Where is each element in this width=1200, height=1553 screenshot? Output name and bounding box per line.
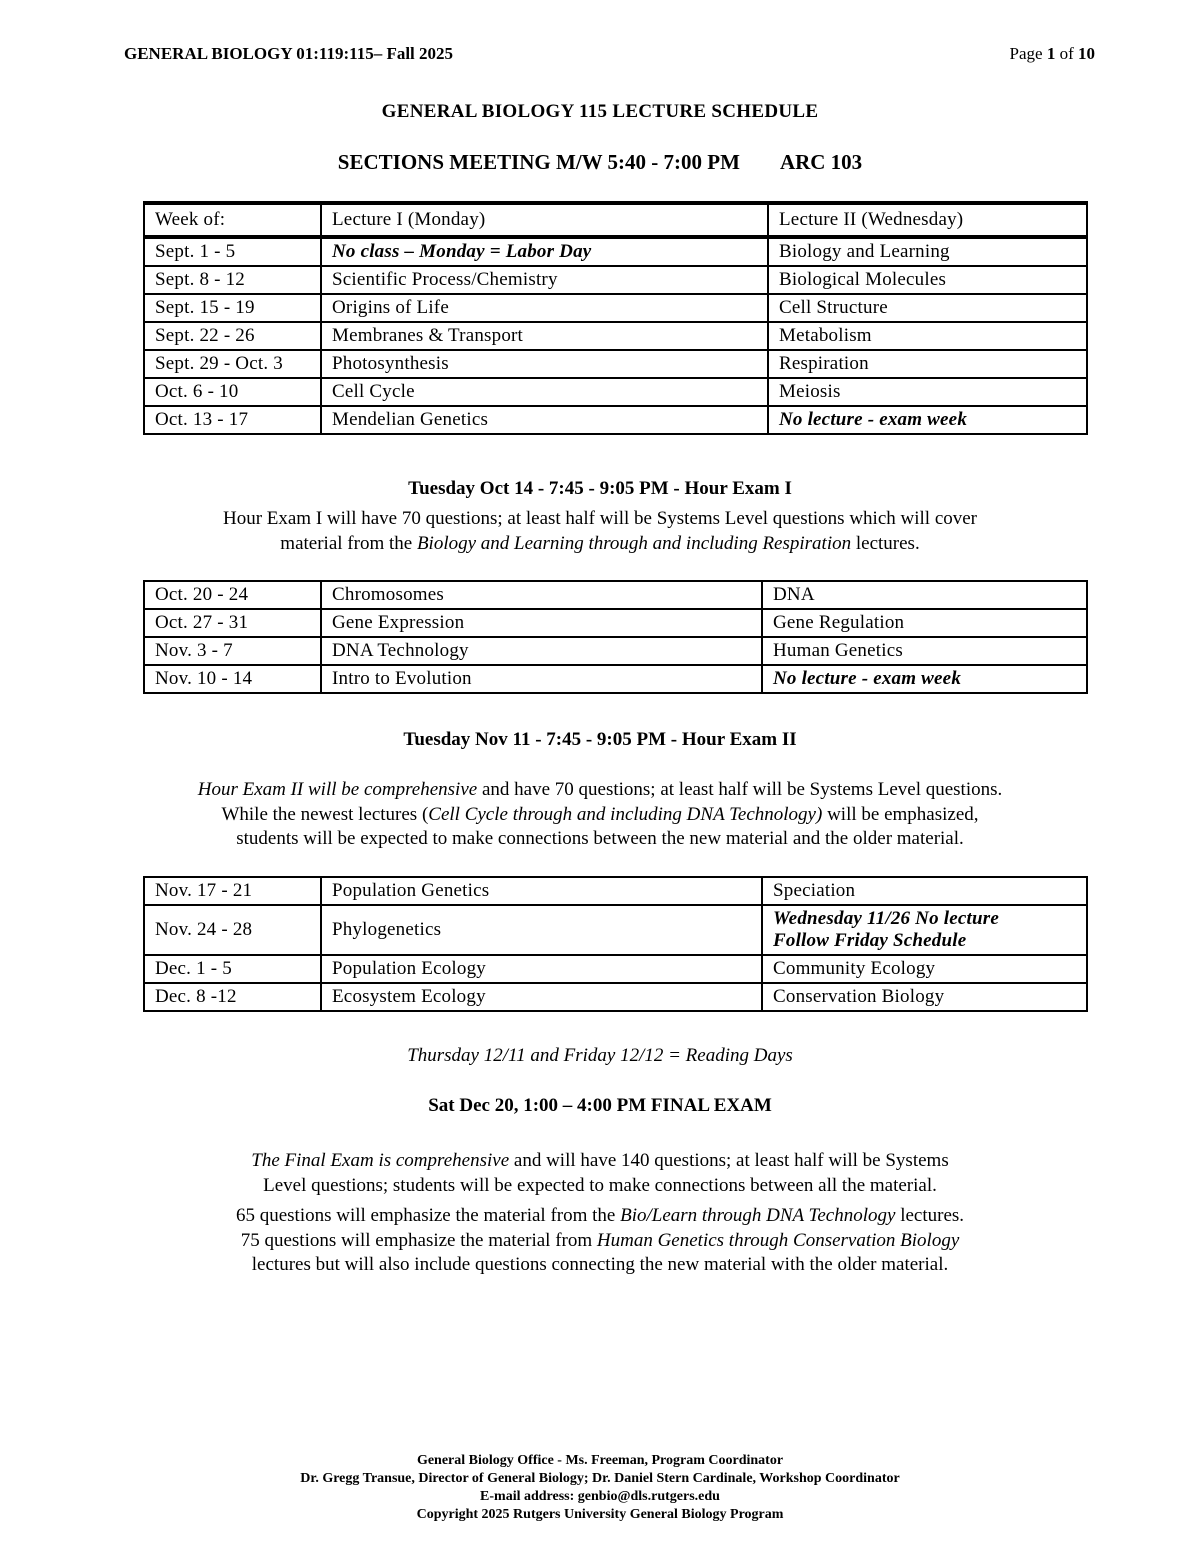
lecture-1-cell: Chromosomes [321,581,762,609]
sections-meeting [0,150,1200,175]
schedule-table-1 [143,201,1088,435]
lecture-2-cell: Conservation Biology [762,983,1087,1011]
lecture-1-cell: Phylogenetics [321,905,762,955]
page-number: 1 [1046,44,1056,63]
lecture-2-cell: Community Ecology [762,955,1087,983]
lecture-2-cell: Respiration [768,350,1087,378]
header-lecture-2: Lecture II (Wednesday) [768,203,1087,237]
footer [0,1452,1200,1524]
text-span: and have 70 questions; at least half will be Systems Level questions. [477,779,1003,800]
table-row [144,266,1087,294]
table-row [144,637,1087,665]
lecture-2-cell: DNA [762,581,1087,609]
exam-2-description [0,778,1200,852]
exam-2-line-3: students will be expected to make connections between the new material and the older material. [236,828,964,849]
lecture-2-cell: Metabolism [768,322,1087,350]
text-span: lectures. [895,1205,965,1226]
text-span: 65 questions will emphasize the material from the [235,1205,621,1226]
lecture-2-cell: Human Genetics [762,637,1087,665]
lecture-1-cell: Population Genetics [321,877,762,905]
meeting-time: SECTIONS MEETING M/W 5:40 - 7:00 PM [337,150,740,174]
footer-copyright: Copyright 2025 Rutgers University General Biology Program [416,1507,784,1522]
italic-span: Hour Exam II will be comprehensive [197,779,478,800]
schedule-table-3 [143,876,1088,1012]
final-line-5: lectures but will also include questions connecting the new material with the older material. [251,1254,949,1275]
lecture-1-cell: Ecosystem Ecology [321,983,762,1011]
footer-directors: Dr. Gregg Transue, Director of General Biology; Dr. Daniel Stern Cardinale, Workshop Coordinator [300,1471,900,1486]
header-lecture-1: Lecture I (Monday) [321,203,768,237]
page-total: 10 [1078,44,1095,63]
table-row [144,237,1087,266]
lecture-1-cell: Gene Expression [321,609,762,637]
table-row [144,378,1087,406]
page-title: GENERAL BIOLOGY 115 LECTURE SCHEDULE [381,101,819,122]
final-line-4 [0,1229,1200,1254]
lecture-2-cell [762,905,1087,955]
exam-2-line-1 [0,778,1200,803]
exam-1-description [0,507,1200,556]
note-line-1: Wednesday 11/26 No lecture [773,908,999,929]
header-week: Week of: [144,203,321,237]
table-row [144,905,1087,955]
lecture-1-cell: Photosynthesis [321,350,768,378]
week-cell: Oct. 6 - 10 [144,378,321,406]
week-cell: Nov. 24 - 28 [144,905,321,955]
week-cell: Sept. 29 - Oct. 3 [144,350,321,378]
table-row [144,877,1087,905]
week-cell: Oct. 13 - 17 [144,406,321,434]
meeting-room: ARC 103 [779,150,863,174]
table-row [144,406,1087,434]
italic-span: Human Genetics through Conservation Biology [596,1229,960,1251]
italic-span: Biology and Learning through and including Respiration [416,532,852,554]
lecture-1-cell: Mendelian Genetics [321,406,768,434]
page-word: Page [1009,44,1043,63]
italic-span: Bio/Learn through DNA Technology [620,1205,896,1226]
exam-1-title: Tuesday Oct 14 - 7:45 - 9:05 PM - Hour Exam I [408,478,792,499]
final-exam-description [0,1149,1200,1278]
week-cell: Dec. 8 -12 [144,983,321,1011]
page-indicator [1010,44,1095,64]
lecture-2-cell: Meiosis [768,378,1087,406]
lecture-2-cell: No lecture - exam week [762,665,1087,693]
week-cell: Oct. 20 - 24 [144,581,321,609]
lecture-1-cell: Cell Cycle [321,378,768,406]
lecture-2-cell: Biological Molecules [768,266,1087,294]
week-cell: Nov. 3 - 7 [144,637,321,665]
exam-2-line-2 [0,803,1200,828]
text-span: will be emphasized, [822,803,979,825]
week-cell: Oct. 27 - 31 [144,609,321,637]
final-line-3 [0,1204,1200,1229]
lecture-2-cell: Gene Regulation [762,609,1087,637]
of-word: of [1059,44,1074,63]
week-cell: Sept. 22 - 26 [144,322,321,350]
text-span: and will have 140 questions; at least half will be Systems [509,1150,949,1171]
text-span: While the newest lectures ( [221,803,429,825]
reading-days: Thursday 12/11 and Friday 12/12 = Reading Days [407,1045,793,1066]
table-row [144,350,1087,378]
lecture-1-cell: Intro to Evolution [321,665,762,693]
table-row [144,322,1087,350]
lecture-2-cell: No lecture - exam week [768,406,1087,434]
week-cell: Sept. 15 - 19 [144,294,321,322]
lecture-1-cell: DNA Technology [321,637,762,665]
schedule-table-2 [143,580,1088,694]
lecture-2-cell: Biology and Learning [768,237,1087,266]
week-cell: Nov. 10 - 14 [144,665,321,693]
lecture-2-cell: Speciation [762,877,1087,905]
italic-span: The Final Exam is comprehensive [251,1150,510,1171]
text-span: lectures. [851,532,920,554]
exam-1-line-1: Hour Exam I will have 70 questions; at least half will be Systems Level questions which will cover [222,508,978,529]
lecture-2-cell: Cell Structure [768,294,1087,322]
text-span: material from the [280,532,417,554]
final-exam-title: Sat Dec 20, 1:00 – 4:00 PM FINAL EXAM [428,1095,772,1116]
week-cell: Sept. 8 - 12 [144,266,321,294]
week-cell: Sept. 1 - 5 [144,237,321,266]
lecture-1-cell: Population Ecology [321,955,762,983]
table-row [144,983,1087,1011]
table-row [144,665,1087,693]
week-cell: Nov. 17 - 21 [144,877,321,905]
lecture-1-cell: Origins of Life [321,294,768,322]
table-header-row [144,203,1087,237]
lecture-1-cell: No class – Monday = Labor Day [321,237,768,266]
final-line-2: Level questions; students will be expected to make connections between all the material. [263,1174,937,1196]
final-line-1 [0,1149,1200,1174]
italic-span: Cell Cycle through and including DNA Technology) [428,803,823,825]
lecture-1-cell: Membranes & Transport [321,322,768,350]
table-row [144,294,1087,322]
footer-office: General Biology Office - Ms. Freeman, Program Coordinator [416,1453,784,1468]
lecture-1-cell: Scientific Process/Chemistry [321,266,768,294]
week-cell: Dec. 1 - 5 [144,955,321,983]
table-row [144,609,1087,637]
table-row [144,581,1087,609]
table-row [144,955,1087,983]
exam-1-line-2 [0,532,1200,557]
text-span: 75 questions will emphasize the material from [240,1229,597,1251]
course-header: GENERAL BIOLOGY 01:119:115– Fall 2025 [124,44,454,63]
exam-2-title: Tuesday Nov 11 - 7:45 - 9:05 PM - Hour Exam II [403,729,797,750]
note-line-2: Follow Friday Schedule [773,930,967,951]
footer-email: E-mail address: genbio@dls.rutgers.edu [480,1489,720,1504]
